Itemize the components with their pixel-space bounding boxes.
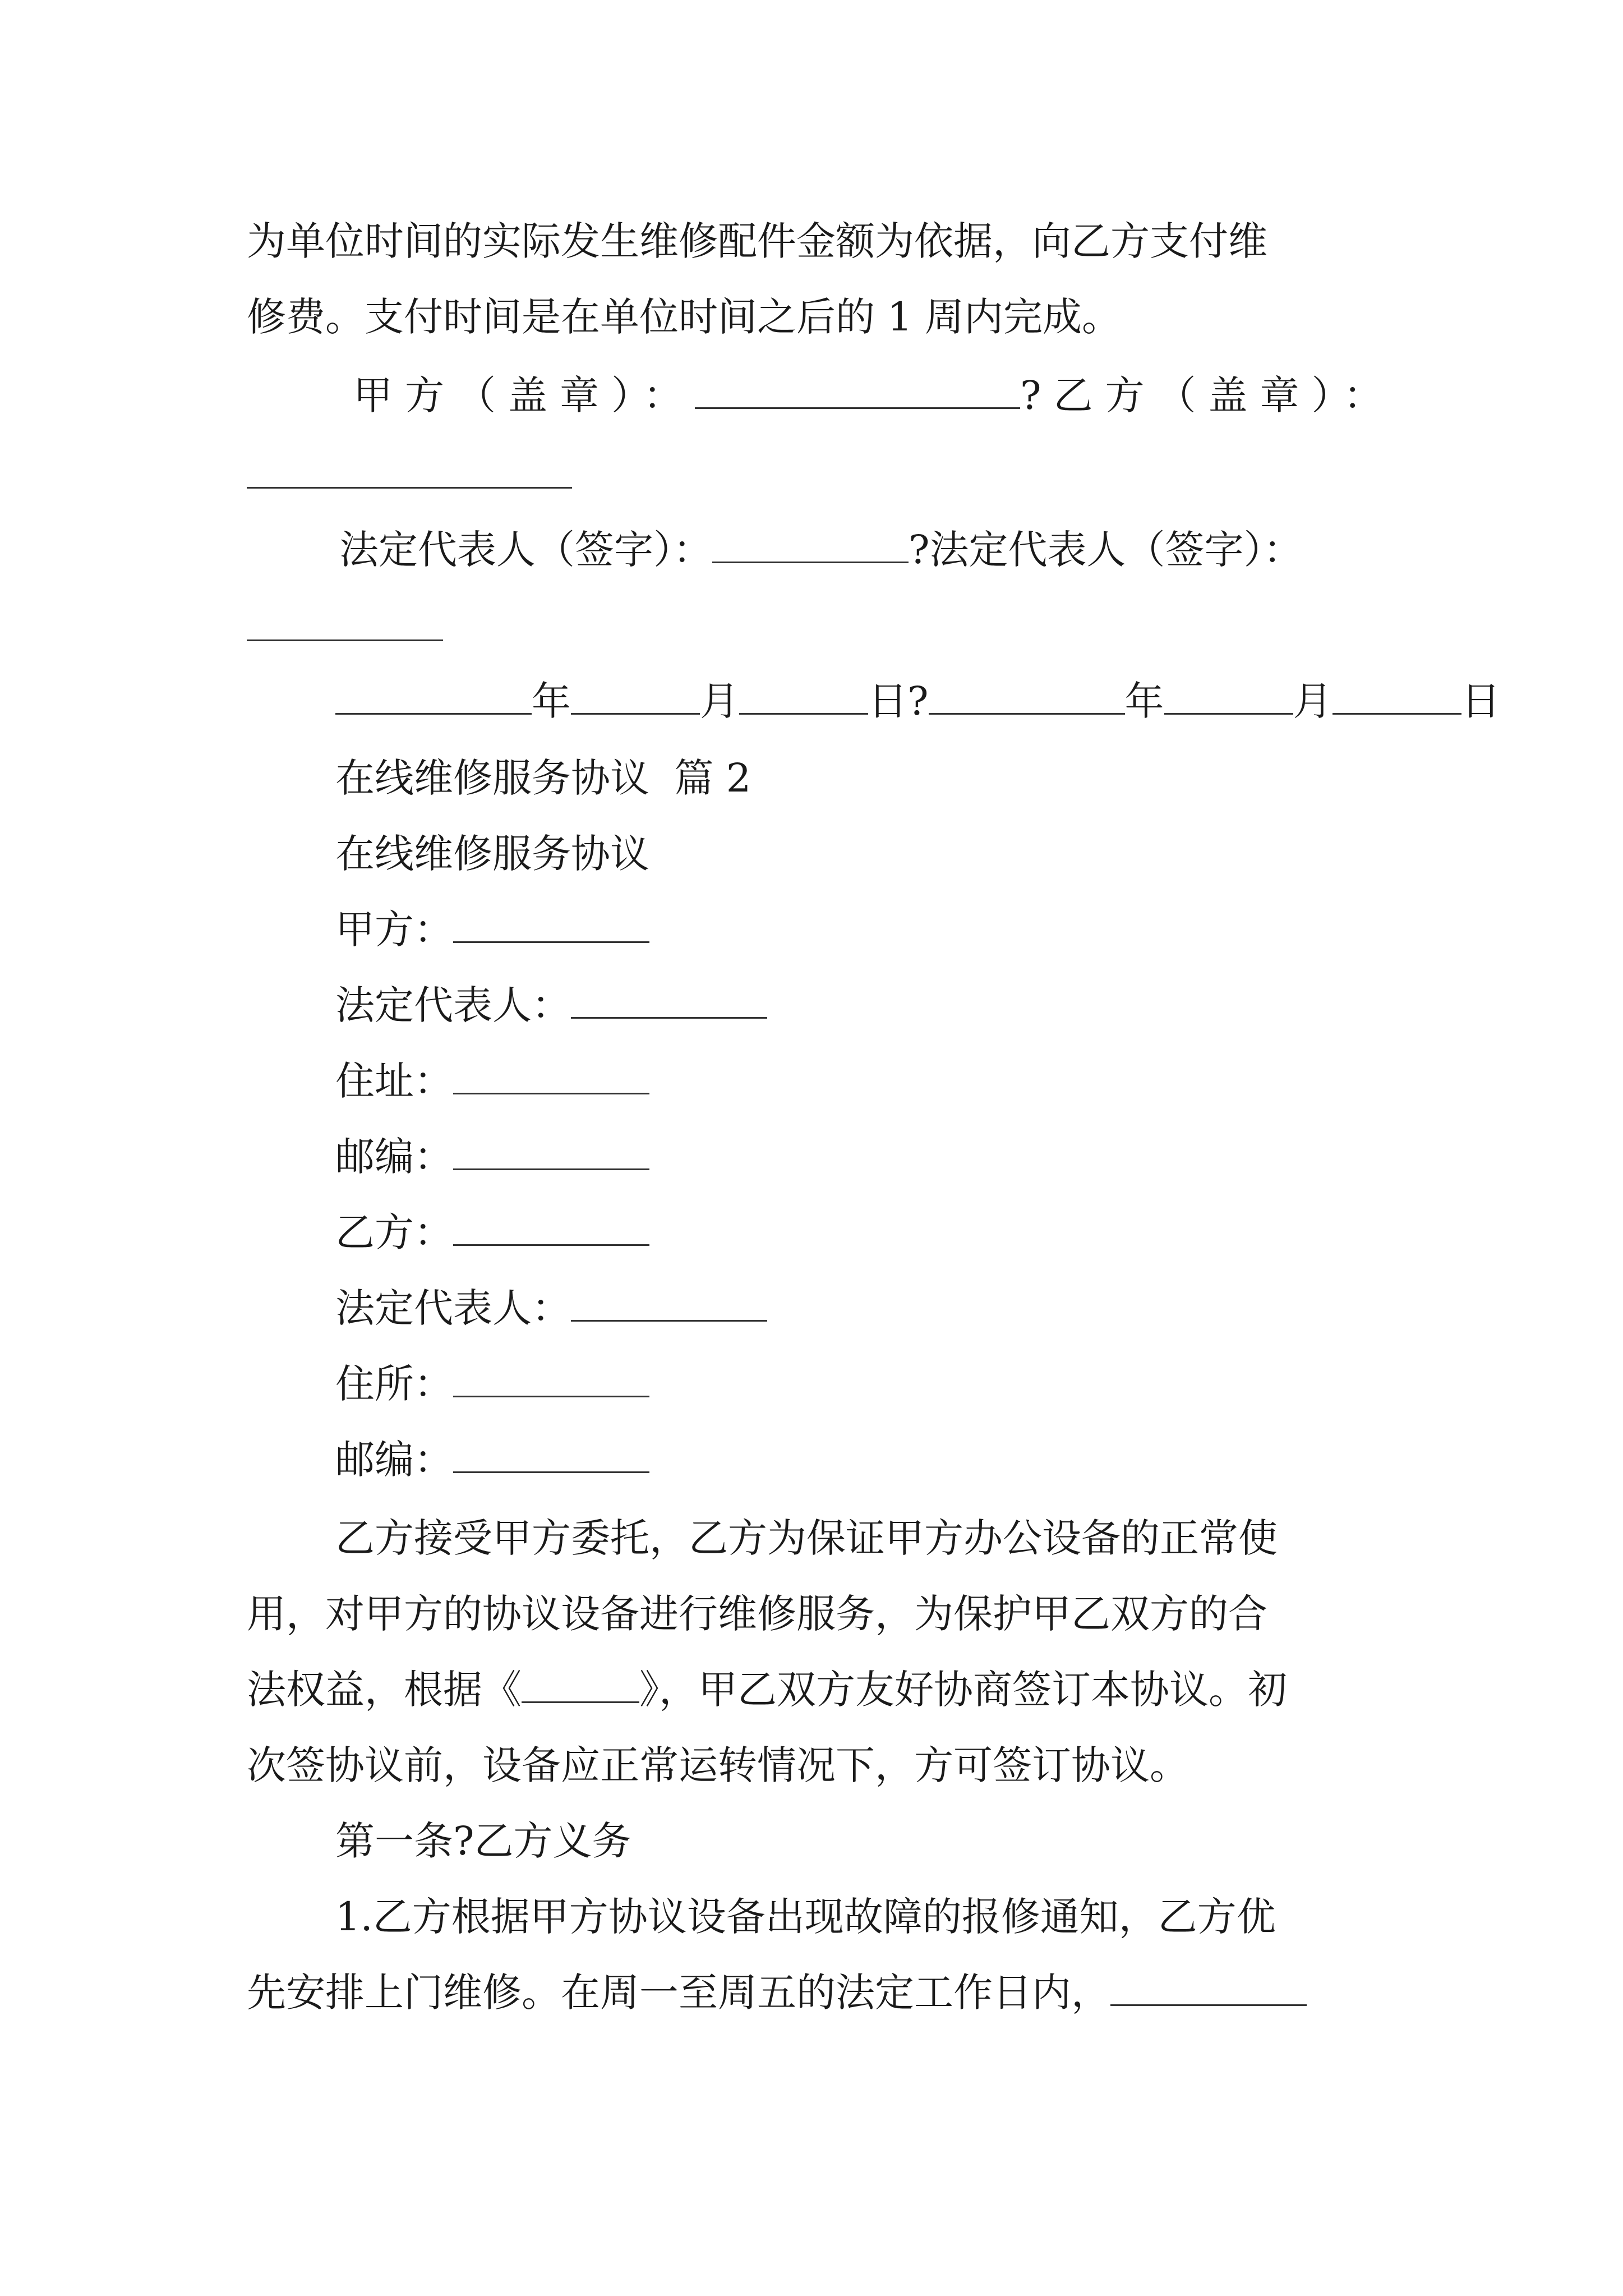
year-label: 年 <box>532 678 571 724</box>
article-title <box>335 1813 631 1869</box>
field-address-a <box>335 1053 649 1109</box>
month-blank <box>1164 676 1293 715</box>
year-label: 年 <box>1124 678 1164 724</box>
signature-stamp-line <box>353 367 1395 424</box>
field-blank <box>453 1131 649 1170</box>
party-b-stamp-label: 乙方（盖章）： <box>1053 372 1395 418</box>
paragraph-line <box>335 1889 1276 1945</box>
paragraph-text: 先安排上门维修。在周一至周五的法定工作日内， <box>247 1970 1110 2016</box>
separator-mark: ? <box>1020 372 1054 418</box>
section-heading-text: 在线维修服务协议 篇 2 <box>335 755 751 801</box>
field-label: 住所： <box>335 1361 453 1407</box>
field-zip-b <box>335 1432 649 1488</box>
section-heading <box>335 750 751 806</box>
day-blank <box>1332 676 1461 715</box>
paragraph-line <box>247 289 1121 345</box>
year-blank <box>335 676 532 715</box>
paragraph-text: 》，甲乙双方友好协商签订本协议。初 <box>639 1667 1287 1713</box>
field-blank <box>453 1207 649 1246</box>
party-a-stamp-label: 甲方（盖章）： <box>353 372 695 418</box>
signature-rep-line <box>339 522 1303 578</box>
paragraph-line <box>247 1586 1267 1642</box>
day-blank <box>739 676 868 715</box>
month-label: 月 <box>1293 678 1332 724</box>
field-label: 乙方： <box>335 1209 453 1255</box>
field-blank <box>571 1283 767 1322</box>
party-b-rep-label: 法定代表人（签字）： <box>929 527 1303 573</box>
field-label: 法定代表人： <box>335 982 571 1028</box>
year-blank <box>929 676 1125 715</box>
paragraph-line <box>247 1737 1189 1793</box>
paragraph-text: 为单位时间的实际发生维修配件金额为依据，向乙方支付维 <box>247 218 1267 264</box>
paragraph-text: 修费。支付时间是在单位时间之后的 1 周内完成。 <box>247 294 1122 340</box>
party-b-rep-blank <box>247 639 443 641</box>
day-label: 日 <box>868 678 907 724</box>
field-rep-a <box>335 977 767 1033</box>
separator-mark: ? <box>909 527 930 573</box>
field-label: 甲方： <box>335 907 453 953</box>
field-zip-a <box>335 1129 649 1185</box>
field-blank <box>1110 1967 1307 2006</box>
paragraph-text: 1.乙方根据甲方协议设备出现故障的报修通知，乙方优 <box>335 1894 1276 1940</box>
paragraph-text: 次签协议前，设备应正常运转情况下，方可签订协议。 <box>247 1742 1189 1788</box>
separator-mark: ? <box>907 678 929 724</box>
field-rep-b <box>335 1280 767 1336</box>
document-title <box>335 826 649 882</box>
field-party-a <box>335 901 649 958</box>
field-label: 邮编： <box>335 1437 453 1483</box>
month-blank <box>571 676 700 715</box>
field-label: 法定代表人： <box>335 1285 571 1331</box>
paragraph-text: 法权益，根据《 <box>247 1667 522 1713</box>
field-label: 住址： <box>335 1058 453 1104</box>
party-a-rep-blank <box>712 524 909 563</box>
month-label: 月 <box>700 678 739 724</box>
party-b-stamp-blank <box>247 487 572 489</box>
document-title-text: 在线维修服务协议 <box>335 831 649 877</box>
law-name-blank <box>522 1664 639 1703</box>
paragraph-line <box>335 1510 1278 1566</box>
day-label: 日 <box>1461 678 1501 724</box>
field-blank <box>453 904 649 943</box>
party-a-rep-label: 法定代表人（签字）： <box>339 527 712 573</box>
field-label: 邮编： <box>335 1134 453 1180</box>
field-party-b <box>335 1204 649 1260</box>
article-title-text: 第一条?乙方义务 <box>335 1818 631 1864</box>
paragraph-text: 乙方接受甲方委托，乙方为保证甲方办公设备的正常使 <box>335 1515 1278 1561</box>
party-a-stamp-blank <box>695 370 1020 409</box>
date-line <box>335 673 1501 729</box>
paragraph-line <box>247 1662 1287 1718</box>
field-blank <box>453 1434 649 1473</box>
paragraph-line <box>247 1964 1307 2021</box>
field-blank <box>453 1056 649 1094</box>
field-blank <box>453 1359 649 1397</box>
paragraph-text: 用，对甲方的协议设备进行维修服务，为保护甲乙双方的合 <box>247 1591 1267 1637</box>
paragraph-line <box>247 213 1267 269</box>
field-blank <box>571 980 767 1019</box>
field-address-b <box>335 1356 649 1412</box>
